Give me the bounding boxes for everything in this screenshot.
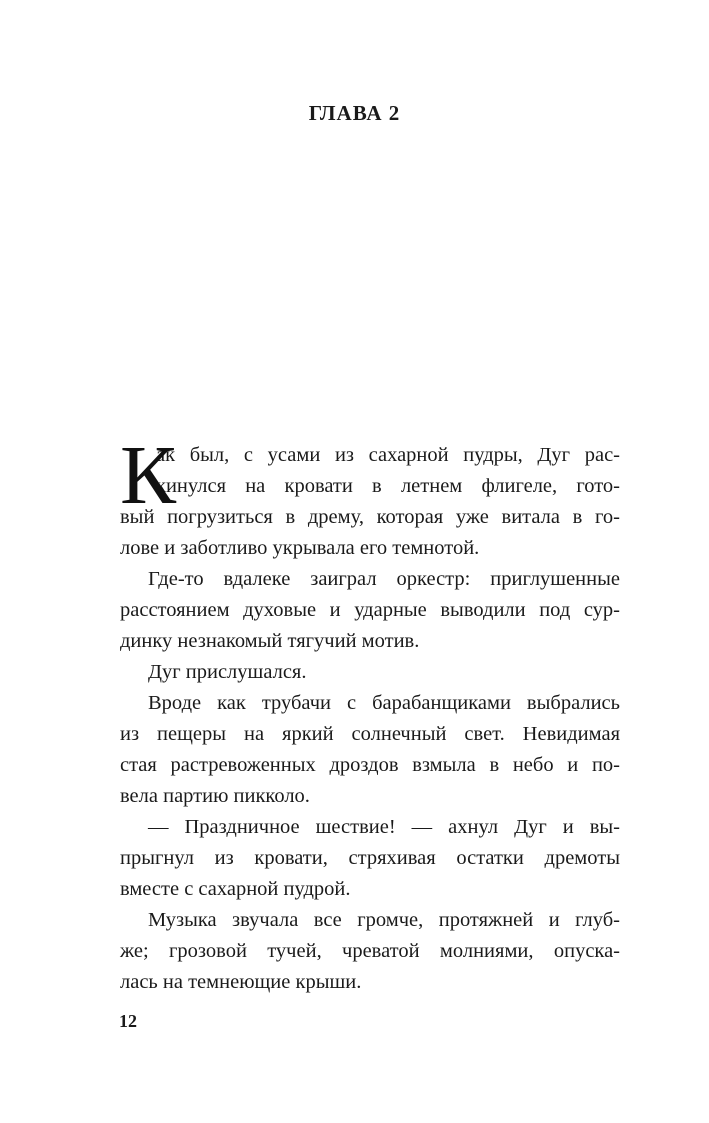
text-line: ак был, с усами из сахарной пудры, Дуг рас- <box>156 444 620 466</box>
text-line: из пещеры на яркий солнечный свет. Невидимая <box>120 723 620 745</box>
chapter-title: ГЛАВА 2 <box>308 101 401 125</box>
text-line: Музыка звучала все громче, протяжней и глуб- <box>148 909 620 931</box>
text-line: лась на темнеющие крыши. <box>120 971 362 993</box>
text-line: динку незнакомый тягучий мотив. <box>120 630 420 652</box>
text-line: прыгнул из кровати, стряхивая остатки дремоты <box>120 847 620 869</box>
text-line: кинулся на кровати в летнем флигеле, гото- <box>156 475 620 497</box>
text-line: вела партию пикколо. <box>120 785 310 807</box>
drop-cap: К <box>120 429 177 522</box>
text-line: стая растревоженных дроздов взмыла в небо и по- <box>120 754 620 776</box>
text-line: же; грозовой тучей, чреватой молниями, опуска- <box>120 940 620 962</box>
text-line: Где-то вдалеке заиграл оркестр: приглушенные <box>148 568 620 590</box>
page-number: 12 <box>119 1011 137 1031</box>
chapter-text <box>120 429 620 998</box>
text-line: вый погрузиться в дрему, которая уже витала в го- <box>120 506 620 528</box>
text-line: Вроде как трубачи с барабанщиками выбрались <box>148 692 620 714</box>
text-line: расстоянием духовые и ударные выводили под сур- <box>120 599 620 621</box>
text-line: — Праздничное шествие! — ахнул Дуг и вы- <box>148 816 620 838</box>
text-line: вместе с сахарной пудрой. <box>120 878 351 900</box>
text-line: лове и заботливо укрывала его темнотой. <box>120 537 480 559</box>
text-line: Дуг прислушался. <box>148 661 307 683</box>
